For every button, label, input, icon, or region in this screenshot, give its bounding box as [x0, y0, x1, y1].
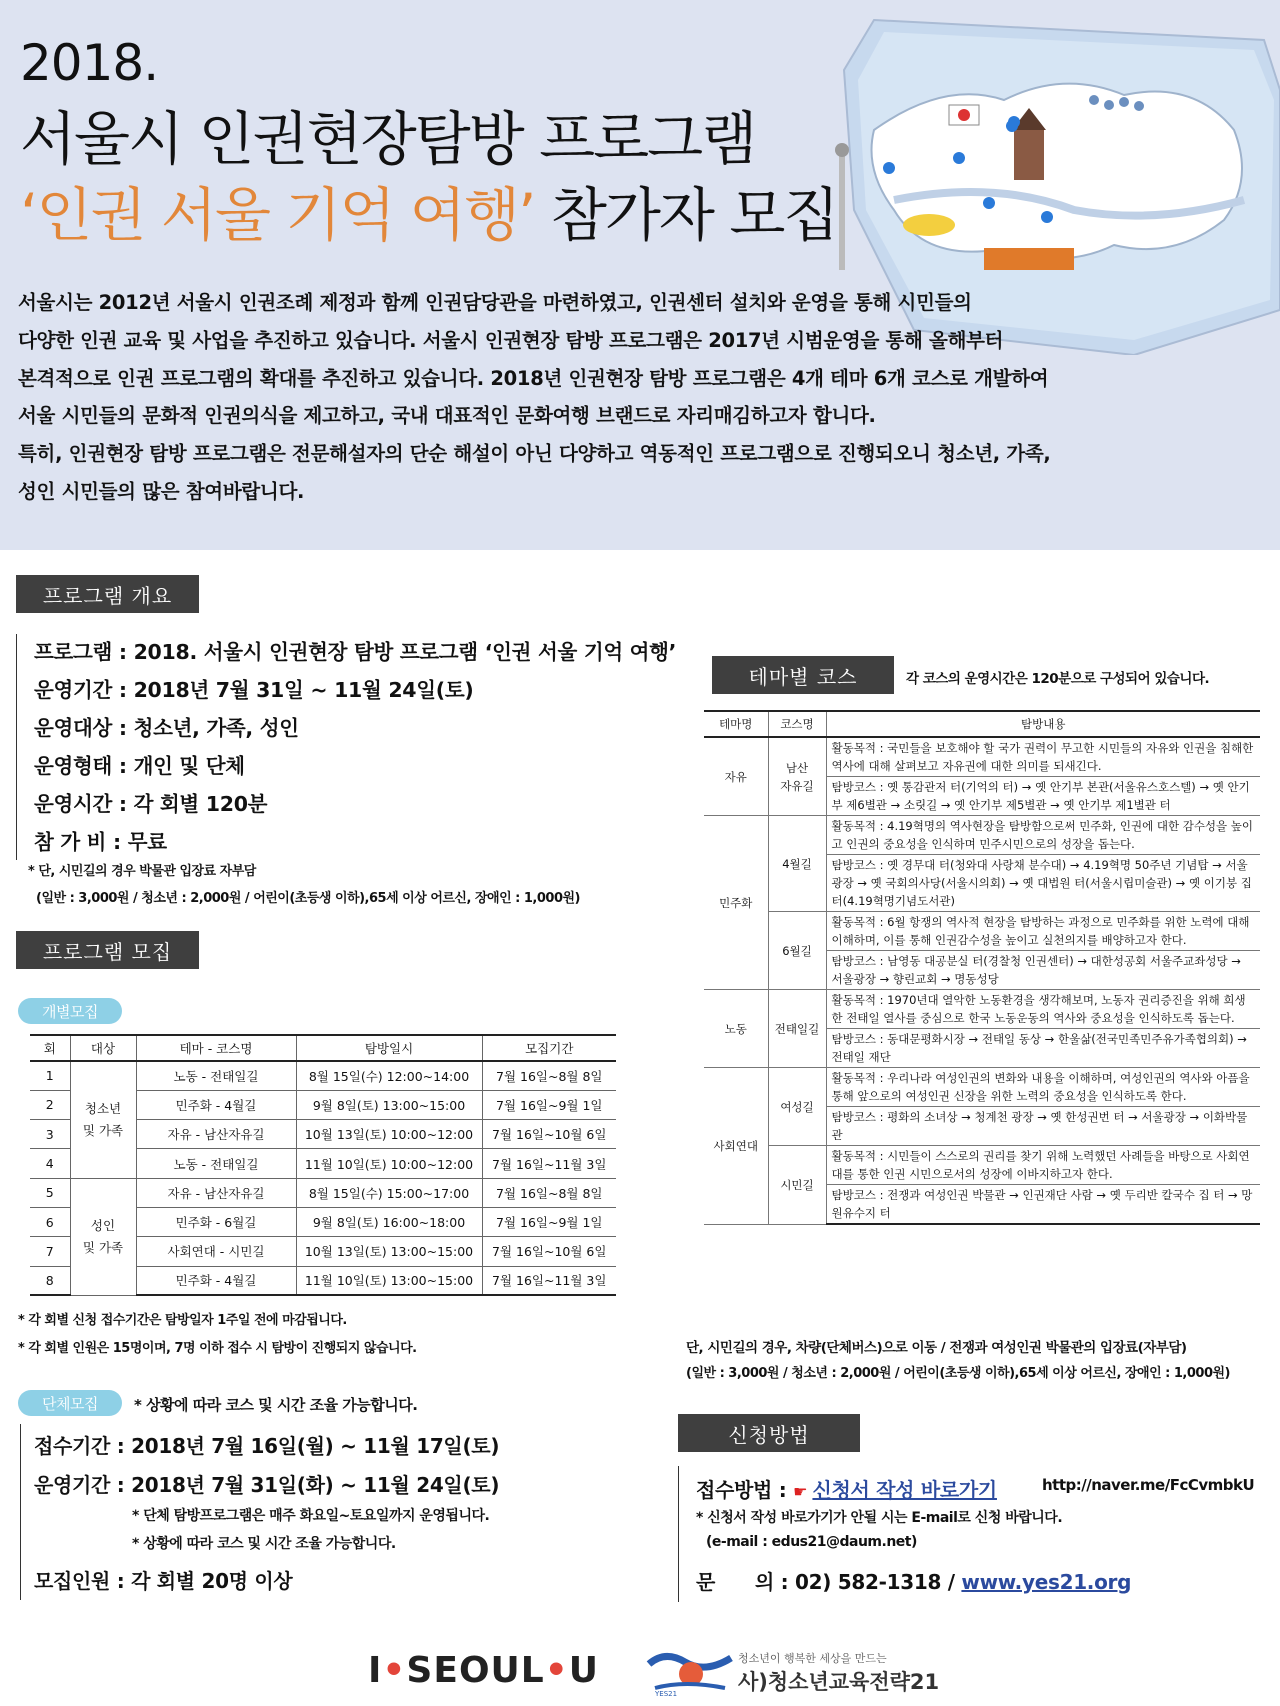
content-cell: 활동목적 : 국민들을 보호해야 할 국가 권력이 무고한 시민들의 자유와 인권을 침해한 역사에 대해 살펴보고 자유권에 대한 의미를 되새긴다. [826, 737, 1260, 777]
course-cell: 전태일길 [768, 990, 826, 1068]
cell: 1 [30, 1061, 70, 1090]
apply-method-label: 접수방법 : [696, 1478, 794, 1502]
title-line-2 [20, 168, 837, 252]
intro-line: 성인 시민들의 많은 참여바랍니다. [18, 479, 305, 503]
cell: 노동 - 전태일길 [136, 1149, 296, 1178]
col-header: 모집기간 [482, 1035, 616, 1061]
schedule-table [30, 1034, 616, 1296]
cell: 7월 16일~10월 6일 [482, 1120, 616, 1149]
cell: 7 [30, 1237, 70, 1266]
apply-url[interactable]: http://naver.me/FcCvmbkU [1042, 1476, 1255, 1494]
table-row [704, 990, 1260, 1029]
course-cell: 남산 자유길 [768, 737, 826, 816]
table-row [704, 912, 1260, 951]
recruit-heading: 프로그램 모집 [16, 931, 199, 969]
table-row [30, 1178, 616, 1207]
apply-heading: 신청방법 [678, 1414, 860, 1452]
cell: 3 [30, 1120, 70, 1149]
content-cell: 탐방코스 : 동대문평화시장 → 전태일 동상 → 한울삶(전국민족민주유가족협의회) → 전태일 재단 [826, 1029, 1260, 1068]
courses-note-2: (일반 : 3,000원 / 청소년 : 2,000원 / 어린이(초등생 이하),65세 이상 어르신, 장애인 : 1,000원) [686, 1366, 1230, 1381]
group-capacity: 모집인원 : 각 회별 20명 이상 [34, 1569, 293, 1593]
logo-part: SEOUL [406, 1650, 545, 1691]
course-cell: 여성길 [768, 1068, 826, 1146]
content-cell: 활동목적 : 6월 항쟁의 역사적 현장을 탐방하는 과정으로 민주화를 위한 노력에 대해 이해하며, 이를 통해 인권감수성을 높이고 실천의지를 배양하고자 한다. [826, 912, 1260, 951]
overview-period: 운영기간 : 2018년 7월 31일 ~ 11월 24일(토) [34, 678, 474, 702]
group-sub-note-2: * 상황에 따라 코스 및 시간 조율 가능합니다. [132, 1536, 396, 1552]
group-operate-period: 운영기간 : 2018년 7월 31일(화) ~ 11월 24일(토) [34, 1473, 500, 1497]
col-header: 코스명 [768, 711, 826, 737]
cell: 7월 16일~8월 8일 [482, 1061, 616, 1090]
group-cell: 청소년 및 가족 [70, 1061, 136, 1178]
logo-part: I [368, 1650, 383, 1691]
group-accept-period: 접수기간 : 2018년 7월 16일(월) ~ 11월 17일(토) [34, 1434, 500, 1458]
cell: 10월 13일(토) 10:00~12:00 [296, 1120, 482, 1149]
cell: 9월 8일(토) 13:00~15:00 [296, 1090, 482, 1119]
cell: 노동 - 전태일길 [136, 1061, 296, 1090]
contact-label: 문 의 : 02) 582-1318 / [696, 1570, 962, 1594]
title-rest: 참가자 모집 [534, 181, 838, 249]
yes21-logo [645, 1644, 965, 1700]
group-recruit-note: * 상황에 따라 코스 및 시간 조율 가능합니다. [134, 1396, 418, 1414]
col-header: 대상 [70, 1035, 136, 1061]
cell: 8 [30, 1266, 70, 1295]
content-cell: 활동목적 : 4.19혁명의 역사현장을 탐방함으로써 민주화, 인권에 대한 감수성을 높이고 인권의 중요성을 인식하며 민주시민으로의 성장을 돕는다. [826, 816, 1260, 855]
intro-paragraph [18, 284, 1188, 511]
intro-line: 서울 시민들의 문화적 인권의식을 제고하고, 국내 대표적인 문화여행 브랜드로 자리매김하고자 합니다. [18, 404, 876, 428]
recruit-note-1: * 각 회별 신청 접수기간은 탐방일자 1주일 전에 마감됩니다. [18, 1313, 347, 1328]
apply-form-link[interactable]: 신청서 작성 바로가기 [812, 1478, 997, 1502]
hand-pointer-icon: ☛ [793, 1482, 813, 1501]
cell: 사회연대 - 시민길 [136, 1237, 296, 1266]
col-header: 테마명 [704, 711, 768, 737]
course-table [704, 710, 1260, 1225]
cell: 민주화 - 6월길 [136, 1207, 296, 1236]
cell: 자유 - 남산자유길 [136, 1120, 296, 1149]
cell: 6 [30, 1207, 70, 1236]
overview-program: 프로그램 : 2018. 서울시 인권현장 탐방 프로그램 ‘인권 서울 기억 여행’ [34, 640, 677, 664]
cell: 민주화 - 4월길 [136, 1090, 296, 1119]
cell: 8월 15일(수) 12:00~14:00 [296, 1061, 482, 1090]
title-year: 2018. [20, 34, 159, 92]
theme-cell: 자유 [704, 737, 768, 816]
content-cell: 탐방코스 : 평화의 소녀상 → 청계천 광장 → 옛 한성권번 터 → 서울광장 → 이화박물관 [826, 1107, 1260, 1146]
course-cell: 4월길 [768, 816, 826, 912]
theme-cell: 사회연대 [704, 1068, 768, 1225]
intro-line: 본격적으로 인권 프로그램의 확대를 추진하고 있습니다. 2018년 인권현장 탐방 프로그램은 4개 테마 6개 코스로 개발하여 [18, 366, 1049, 390]
courses-note-1: 단, 시민길의 경우, 차량(단체버스)으로 이동 / 전쟁과 여성인권 박물관의 입장료(자부담) [686, 1340, 1187, 1356]
apply-email: (e-mail : edus21@daum.net) [706, 1534, 917, 1550]
overview-type: 운영형태 : 개인 및 단체 [34, 754, 245, 778]
cell: 7월 16일~11월 3일 [482, 1266, 616, 1295]
individual-recruit-pill: 개별모집 [18, 998, 122, 1024]
yes21-org-name: 사)청소년교육전략21 [738, 1670, 940, 1694]
table-row [704, 1068, 1260, 1107]
col-header: 테마 - 코스명 [136, 1035, 296, 1061]
theme-cell: 민주화 [704, 816, 768, 990]
intro-line: 서울시는 2012년 서울시 인권조례 제정과 함께 인권담당관을 마련하였고, 인권센터 설치와 운영을 통해 시민들의 [18, 291, 972, 314]
table-header-row [30, 1035, 616, 1061]
yes21-mark-text: YES21 [655, 1690, 678, 1698]
apply-email-note: * 신청서 작성 바로가기가 안될 시는 E-mail로 신청 바랍니다. [696, 1510, 1063, 1526]
group-divider [20, 1424, 21, 1600]
table-header-row [704, 711, 1260, 737]
cell: 7월 16일~9월 1일 [482, 1090, 616, 1119]
course-cell: 시민길 [768, 1146, 826, 1225]
logo-part: U [568, 1650, 599, 1691]
courses-heading: 테마별 코스 [712, 656, 894, 694]
table-row [30, 1061, 616, 1090]
table-row [704, 816, 1260, 855]
cell: 10월 13일(토) 13:00~15:00 [296, 1237, 482, 1266]
content-cell: 활동목적 : 1970년대 열악한 노동환경을 생각해보며, 노동자 권리증진을 위해 희생한 전태일 열사를 중심으로 한국 노동운동의 역사와 중요성을 인식하도록 돕는다. [826, 990, 1260, 1029]
cell: 9월 8일(토) 16:00~18:00 [296, 1207, 482, 1236]
content-cell: 탐방코스 : 옛 통감관저 터(기억의 터) → 옛 안기부 본관(서울유스호스텔) → 옛 안기부 제6별관 → 소릿길 → 옛 안기부 제5별관 → 옛 안기부 제1별관 터 [826, 777, 1260, 816]
content-cell: 탐방코스 : 옛 경무대 터(청와대 사랑채 분수대) → 4.19혁명 50주년 기념탑 → 서울광장 → 옛 국회의사당(서울시의회) → 옛 대법원 터(서울시립미술관) → 옛 이기붕 집 터(4.19혁명기념도서관) [826, 855, 1260, 912]
cell: 11월 10일(토) 13:00~15:00 [296, 1266, 482, 1295]
overview-target: 운영대상 : 청소년, 가족, 성인 [34, 716, 299, 740]
content-cell: 탐방코스 : 전쟁과 여성인권 박물관 → 인권재단 사람 → 옛 두리반 칼국수 집 터 → 망원유수지 터 [826, 1185, 1260, 1225]
apply-divider [678, 1466, 679, 1602]
overview-time: 운영시간 : 각 회별 120분 [34, 792, 268, 816]
website-link[interactable]: www.yes21.org [961, 1570, 1132, 1594]
theme-cell: 노동 [704, 990, 768, 1068]
content-cell: 활동목적 : 시민들이 스스로의 권리를 찾기 위해 노력했던 사례들을 바탕으로 사회연대를 통한 인권 시민으로서의 성장에 이바지하고자 한다. [826, 1146, 1260, 1185]
cell: 5 [30, 1178, 70, 1207]
col-header: 회 [30, 1035, 70, 1061]
cell: 8월 15일(수) 15:00~17:00 [296, 1178, 482, 1207]
apply-contact [696, 1566, 1131, 1595]
group-recruit-pill: 단체모집 [18, 1390, 122, 1416]
col-header: 탐방일시 [296, 1035, 482, 1061]
col-header: 탐방내용 [826, 711, 1260, 737]
cell: 민주화 - 4월길 [136, 1266, 296, 1295]
cell: 2 [30, 1090, 70, 1119]
overview-fee: 참 가 비 : 무료 [34, 830, 167, 854]
group-cell: 성인 및 가족 [70, 1178, 136, 1295]
group-sub-note-1: * 단체 탐방프로그램은 매주 화요일~토요일까지 운영됩니다. [132, 1508, 490, 1524]
overview-heading: 프로그램 개요 [16, 575, 199, 613]
i-seoul-u-logo: I•SEOUL•U [368, 1650, 599, 1691]
overview-note-2: (일반 : 3,000원 / 청소년 : 2,000원 / 어린이(초등생 이하),65세 이상 어르신, 장애인 : 1,000원) [36, 891, 580, 906]
overview-note-1: * 단, 시민길의 경우 박물관 입장료 자부담 [28, 864, 256, 879]
cell: 7월 16일~10월 6일 [482, 1237, 616, 1266]
apply-method [696, 1474, 997, 1503]
cell: 4 [30, 1149, 70, 1178]
table-row [704, 1146, 1260, 1185]
table-row [704, 737, 1260, 777]
cell: 자유 - 남산자유길 [136, 1178, 296, 1207]
intro-line: 특히, 인권현장 탐방 프로그램은 전문해설자의 단순 해설이 아닌 다양하고 역동적인 프로그램으로 진행되오니 청소년, 가족, [18, 442, 1051, 466]
content-cell: 탐방코스 : 남영동 대공분실 터(경찰청 인권센터) → 대한성공회 서울주교좌성당 → 서울광장 → 향린교회 → 명동성당 [826, 951, 1260, 990]
cell: 7월 16일~8월 8일 [482, 1178, 616, 1207]
title-line-1: 서울시 인권현장탐방 프로그램 [20, 105, 756, 173]
cell: 11월 10일(토) 10:00~12:00 [296, 1149, 482, 1178]
cell: 7월 16일~11월 3일 [482, 1149, 616, 1178]
courses-caption: 각 코스의 운영시간은 120분으로 구성되어 있습니다. [906, 671, 1210, 687]
intro-line: 다양한 인권 교육 및 사업을 추진하고 있습니다. 서울시 인권현장 탐방 프로그램은 2017년 시범운영을 통해 올해부터 [18, 328, 1004, 352]
title-quote: ‘인권 서울 기억 여행’ [20, 181, 535, 249]
content-cell: 활동목적 : 우리나라 여성인권의 변화와 내용을 이해하며, 여성인권의 역사와 아픔을 통해 앞으로의 여성인권 신장을 위한 노력의 중요성을 인식하도록 한다. [826, 1068, 1260, 1107]
recruit-note-2: * 각 회별 인원은 15명이며, 7명 이하 접수 시 탐방이 진행되지 않습니다. [18, 1341, 417, 1356]
yes21-tagline: 청소년이 행복한 세상을 만드는 [738, 1652, 887, 1665]
overview-divider [16, 634, 17, 860]
course-cell: 6월길 [768, 912, 826, 990]
cell: 7월 16일~9월 1일 [482, 1207, 616, 1236]
